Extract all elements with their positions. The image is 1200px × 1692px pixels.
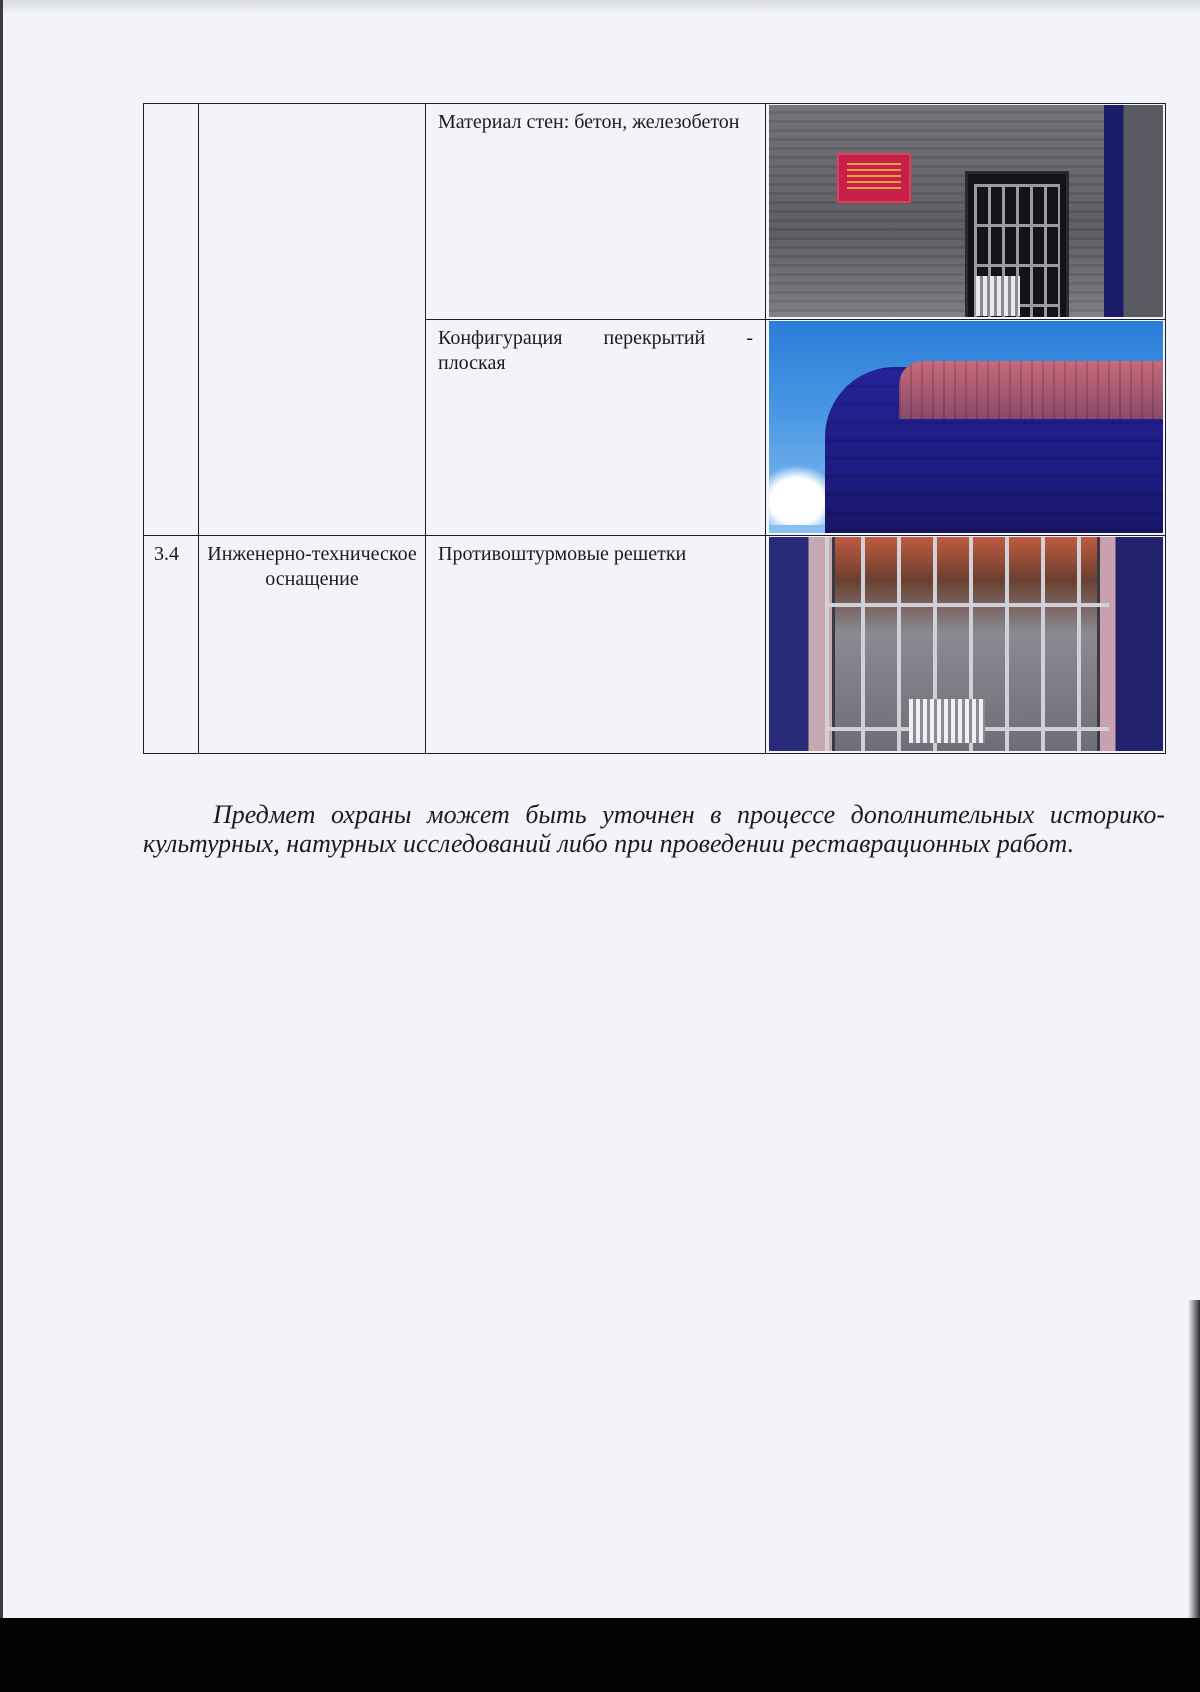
flat-roof [899, 361, 1163, 419]
wall-material-text: Материал стен: бетон, железобетон [438, 111, 740, 133]
scan-left-edge [0, 0, 3, 1692]
wall-material-photo [769, 105, 1163, 317]
anti-assault-grilles-photo [769, 537, 1163, 751]
roof-configuration-photo [769, 321, 1163, 533]
photo-cell [766, 104, 1166, 320]
row-name-cell [199, 536, 426, 754]
table-row [144, 104, 1166, 320]
scan-bottom-bar [0, 1618, 1200, 1692]
description-cell [426, 104, 766, 320]
row-number [144, 104, 198, 110]
scan-right-shadow [1188, 1300, 1200, 1620]
row-name-cell [199, 104, 426, 536]
barred-doorway [965, 171, 1069, 317]
roof-configuration-text: Конфигурация перекрытий - плоская [438, 327, 753, 374]
scan-top-edge [0, 0, 1200, 14]
description-cell [426, 320, 766, 536]
description-cell [426, 536, 766, 754]
row-number: 3.4 [154, 543, 179, 565]
closing-note: Предмет охраны может быть уточнен в процессе дополнительных историко-культурных, натурных исследований либо при проведении реставрационных работ. [143, 800, 1165, 858]
memorial-plaque [837, 153, 911, 203]
table-row [144, 536, 1166, 754]
row-name [199, 104, 425, 110]
row-number-cell [144, 104, 199, 536]
row-number-cell [144, 536, 199, 754]
grilles-text: Противоштурмовые решетки [438, 543, 687, 565]
photo-cell [766, 536, 1166, 754]
protection-subject-table [143, 103, 1166, 754]
row-name: Инженерно-техническое оснащение [207, 543, 417, 590]
photo-cell [766, 320, 1166, 536]
